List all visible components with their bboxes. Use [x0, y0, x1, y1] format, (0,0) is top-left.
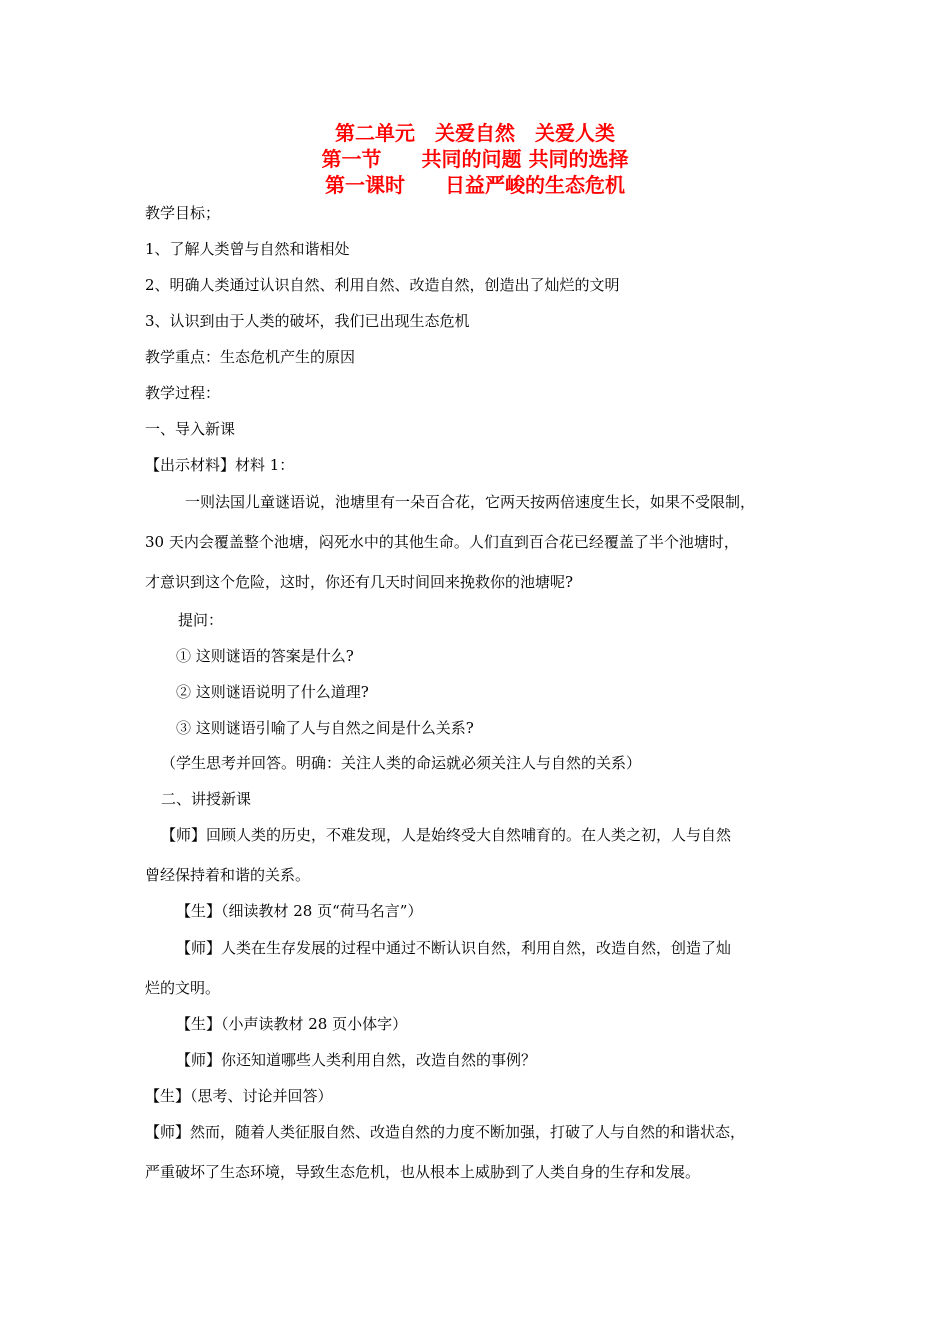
process-heading: 教学过程：: [145, 384, 221, 402]
objectives-heading: 教学目标；: [145, 204, 221, 222]
paragraph-line: 严重破坏了生态环境，导致生态危机，也从根本上威胁到了人类自身的生存和发展。: [145, 1163, 701, 1181]
objective-item: 2、明确人类通过认识自然、利用自然、改造自然，创造出了灿烂的文明: [145, 276, 620, 294]
paragraph-line: 【师】人类在生存发展的过程中通过不断认识自然，利用自然，改造自然，创造了灿: [176, 939, 732, 957]
paragraph-line: 【生】（小声读教材 28 页小体字）: [176, 1015, 408, 1033]
paragraph-line: 曾经保持着和谐的关系。: [145, 866, 311, 884]
section-heading: 一、导入新课: [145, 420, 236, 438]
paragraph-line: 【师】然而，随着人类征服自然、改造自然的力度不断加强，打破了人与自然的和谐状态，: [145, 1123, 746, 1141]
section-heading: 二、讲授新课: [161, 790, 252, 808]
paragraph-line: 【生】（思考、讨论并回答）: [145, 1087, 333, 1105]
question-item: ② 这则谜语说明了什么道理?: [176, 683, 369, 701]
question-heading: 提问：: [178, 611, 224, 629]
lesson-title: 第一课时 日益严峻的生态危机: [325, 173, 625, 197]
objective-item: 1、了解人类曾与自然和谐相处: [145, 240, 350, 258]
answer-note: （学生思考并回答。明确：关注人类的命运就必须关注人与自然的关系）: [161, 754, 642, 772]
material-label: 【出示材料】材料 1：: [145, 456, 295, 474]
paragraph-line: 才意识到这个危险，这时，你还有几天时间回来挽救你的池塘呢?: [145, 573, 574, 591]
question-item: ① 这则谜语的答案是什么?: [176, 647, 354, 665]
section-title: 第一节 共同的问题 共同的选择: [321, 147, 629, 171]
paragraph-line: 30 天内会覆盖整个池塘，闷死水中的其他生命。人们直到百合花已经覆盖了半个池塘时，: [145, 533, 739, 551]
paragraph-line: 一则法国儿童谜语说，池塘里有一朵百合花，它两天按两倍速度生长，如果不受限制，: [185, 493, 756, 511]
paragraph-line: 烂的文明。: [145, 979, 221, 997]
objective-item: 3、认识到由于人类的破坏，我们已出现生态危机: [145, 312, 470, 330]
paragraph-line: 【师】你还知道哪些人类利用自然，改造自然的事例？: [176, 1051, 537, 1069]
unit-title: 第二单元 关爱自然 关爱人类: [335, 121, 615, 145]
paragraph-line: 【师】回顾人类的历史，不难发现，人是始终受大自然哺育的。在人类之初，人与自然: [161, 826, 732, 844]
key-point: 教学重点：生态危机产生的原因: [145, 348, 356, 366]
paragraph-line: 【生】（细读教材 28 页“荷马名言”）: [176, 902, 423, 920]
title-block: [0, 120, 950, 198]
question-item: ③ 这则谜语引喻了人与自然之间是什么关系?: [176, 719, 474, 737]
